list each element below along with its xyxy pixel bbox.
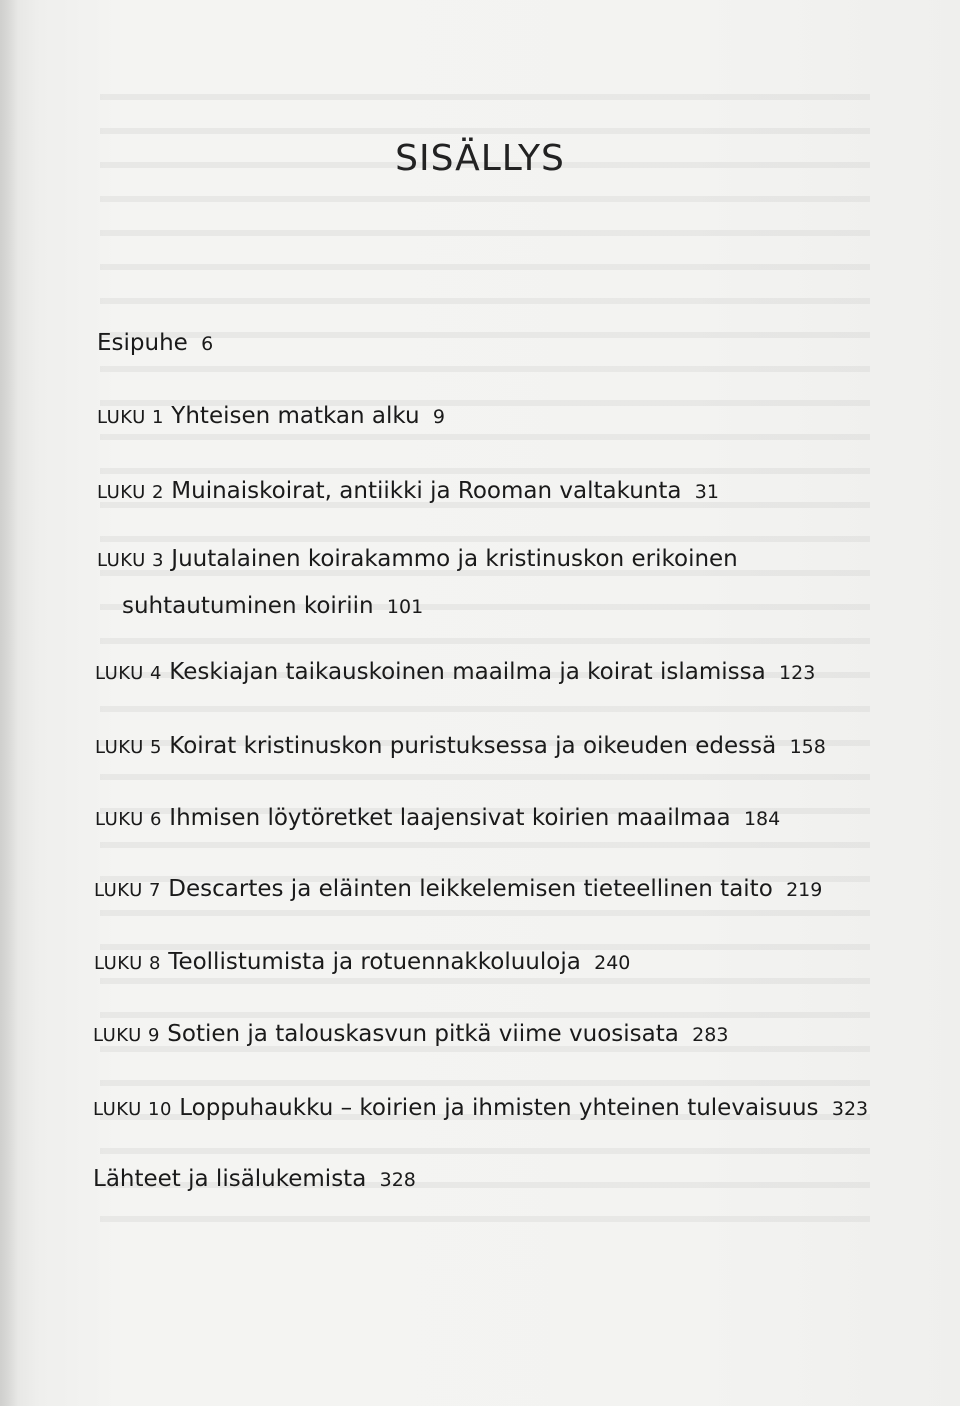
entry-title: Koirat kristinuskon puristuksessa ja oikeuden edessä (169, 733, 777, 759)
entry-title: Juutalainen koirakammo ja kristinuskon erikoinen (171, 546, 738, 572)
entry-title: Sotien ja talouskasvun pitkä viime vuosisata (167, 1021, 679, 1047)
entry-page: 123 (779, 662, 816, 684)
chapter-prefix: LUKU 6 (95, 809, 162, 830)
toc-entry-chapter-2 (97, 478, 719, 504)
toc-entry-chapter-1 (97, 403, 445, 429)
chapter-prefix: LUKU 10 (93, 1099, 172, 1120)
entry-page: 240 (594, 952, 631, 974)
toc-entry-chapter-3 (97, 546, 738, 572)
entry-page: 9 (432, 406, 445, 428)
bleed-through-text (100, 80, 870, 1230)
toc-entry-chapter-4 (95, 659, 815, 685)
entry-page: 184 (743, 808, 781, 830)
toc-entry-sources (93, 1166, 416, 1192)
entry-title: Yhteisen matkan alku (171, 403, 420, 429)
toc-entry-chapter-6 (95, 805, 780, 831)
entry-page: 328 (379, 1169, 416, 1191)
toc-entry-chapter-7 (94, 876, 822, 902)
entry-page: 283 (692, 1024, 729, 1046)
entry-title: Keskiajan taikauskoinen maailma ja koirat islamissa (169, 659, 766, 685)
chapter-prefix: LUKU 3 (97, 550, 164, 571)
chapter-prefix: LUKU 2 (97, 482, 164, 503)
entry-title: Esipuhe (97, 330, 188, 356)
binding-shadow (0, 0, 18, 1406)
toc-entry-chapter-8 (94, 949, 630, 975)
page-title: SISÄLLYS (395, 138, 565, 179)
entry-page: 101 (386, 596, 424, 618)
chapter-prefix: LUKU 4 (95, 663, 162, 684)
entry-title-continuation: suhtautuminen koiriin (122, 593, 374, 619)
toc-entry-chapter-5 (95, 733, 826, 759)
entry-page: 31 (694, 481, 719, 503)
chapter-prefix: LUKU 9 (93, 1025, 160, 1046)
entry-title: Loppuhaukku – koirien ja ihmisten yhteinen tulevaisuus (179, 1095, 819, 1121)
chapter-prefix: LUKU 1 (97, 407, 164, 428)
toc-entry-esipuhe (97, 330, 213, 356)
entry-title: Lähteet ja lisälukemista (93, 1166, 367, 1192)
entry-title: Descartes ja eläinten leikkelemisen tieteellinen taito (168, 876, 773, 902)
chapter-prefix: LUKU 5 (95, 737, 162, 758)
entry-page: 219 (786, 879, 823, 901)
entry-title: Teollistumista ja rotuennakkoluuloja (168, 949, 581, 975)
toc-entry-chapter-9 (93, 1021, 728, 1047)
toc-entry-chapter-10 (93, 1095, 868, 1121)
entry-page: 323 (831, 1098, 869, 1120)
chapter-prefix: LUKU 8 (94, 953, 161, 974)
entry-page: 158 (789, 736, 826, 758)
chapter-prefix: LUKU 7 (94, 880, 161, 901)
entry-page: 6 (201, 333, 214, 355)
toc-entry-chapter-3-continuation (122, 593, 423, 619)
entry-title: Ihmisen löytöretket laajensivat koirien maailmaa (169, 805, 731, 831)
entry-title: Muinaiskoirat, antiikki ja Rooman valtakunta (171, 478, 682, 504)
